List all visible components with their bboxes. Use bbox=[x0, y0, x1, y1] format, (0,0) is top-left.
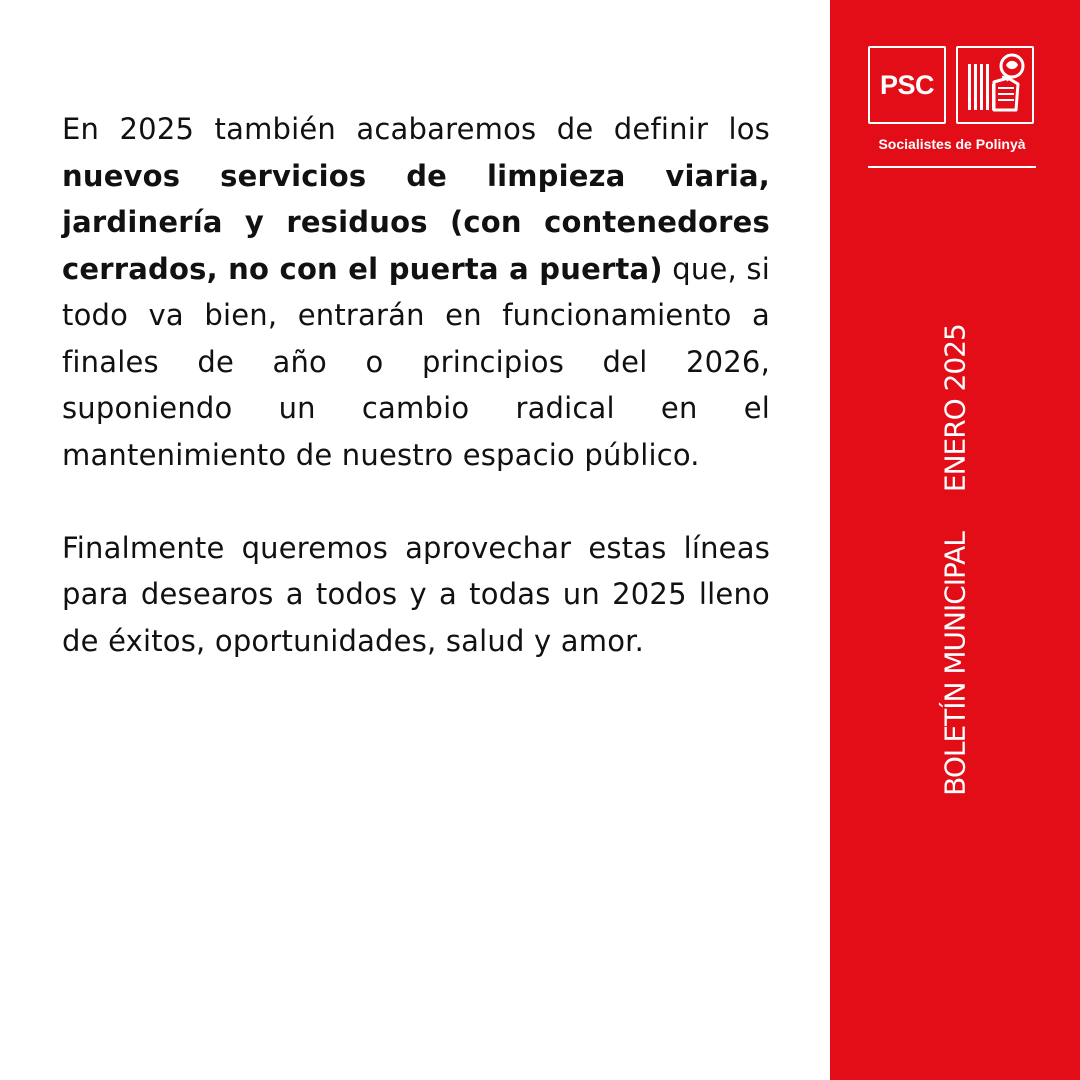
logo-tagline: Socialistes de Polinyà bbox=[878, 136, 1026, 152]
paragraph-services bbox=[62, 106, 770, 478]
logo-divider bbox=[868, 166, 1036, 168]
psc-logo-text: PSC bbox=[879, 70, 935, 100]
publication-date: ENERO 2025 bbox=[938, 324, 972, 493]
publication-name: BOLETÍN MUNICIPAL bbox=[938, 532, 972, 796]
paragraph-services-highlight: nuevos servicios de limpieza viaria, jardinería y residuos (con contenedores cerrados, no con el puerta a puerta) bbox=[62, 158, 770, 286]
psc-logo-box bbox=[868, 46, 946, 124]
bulletin-vertical-title bbox=[939, 324, 972, 796]
article-body bbox=[62, 106, 770, 664]
paragraph-services-tail: que, si todo va bien, entrarán en funcionamiento a finales de año o principios del 2026, suponiendo un cambio radical en el mantenimiento de nuestro espacio público. bbox=[62, 251, 770, 472]
paragraph-wishes: Finalmente queremos aprovechar estas líneas para desearos a todos y a todas un 2025 lleno de éxitos, oportunidades, salud y amor. bbox=[62, 530, 770, 658]
fist-and-rose-icon bbox=[956, 46, 1034, 124]
psc-logo bbox=[868, 46, 1036, 170]
paragraph-services-lead: En 2025 también acabaremos de definir los bbox=[62, 112, 770, 146]
